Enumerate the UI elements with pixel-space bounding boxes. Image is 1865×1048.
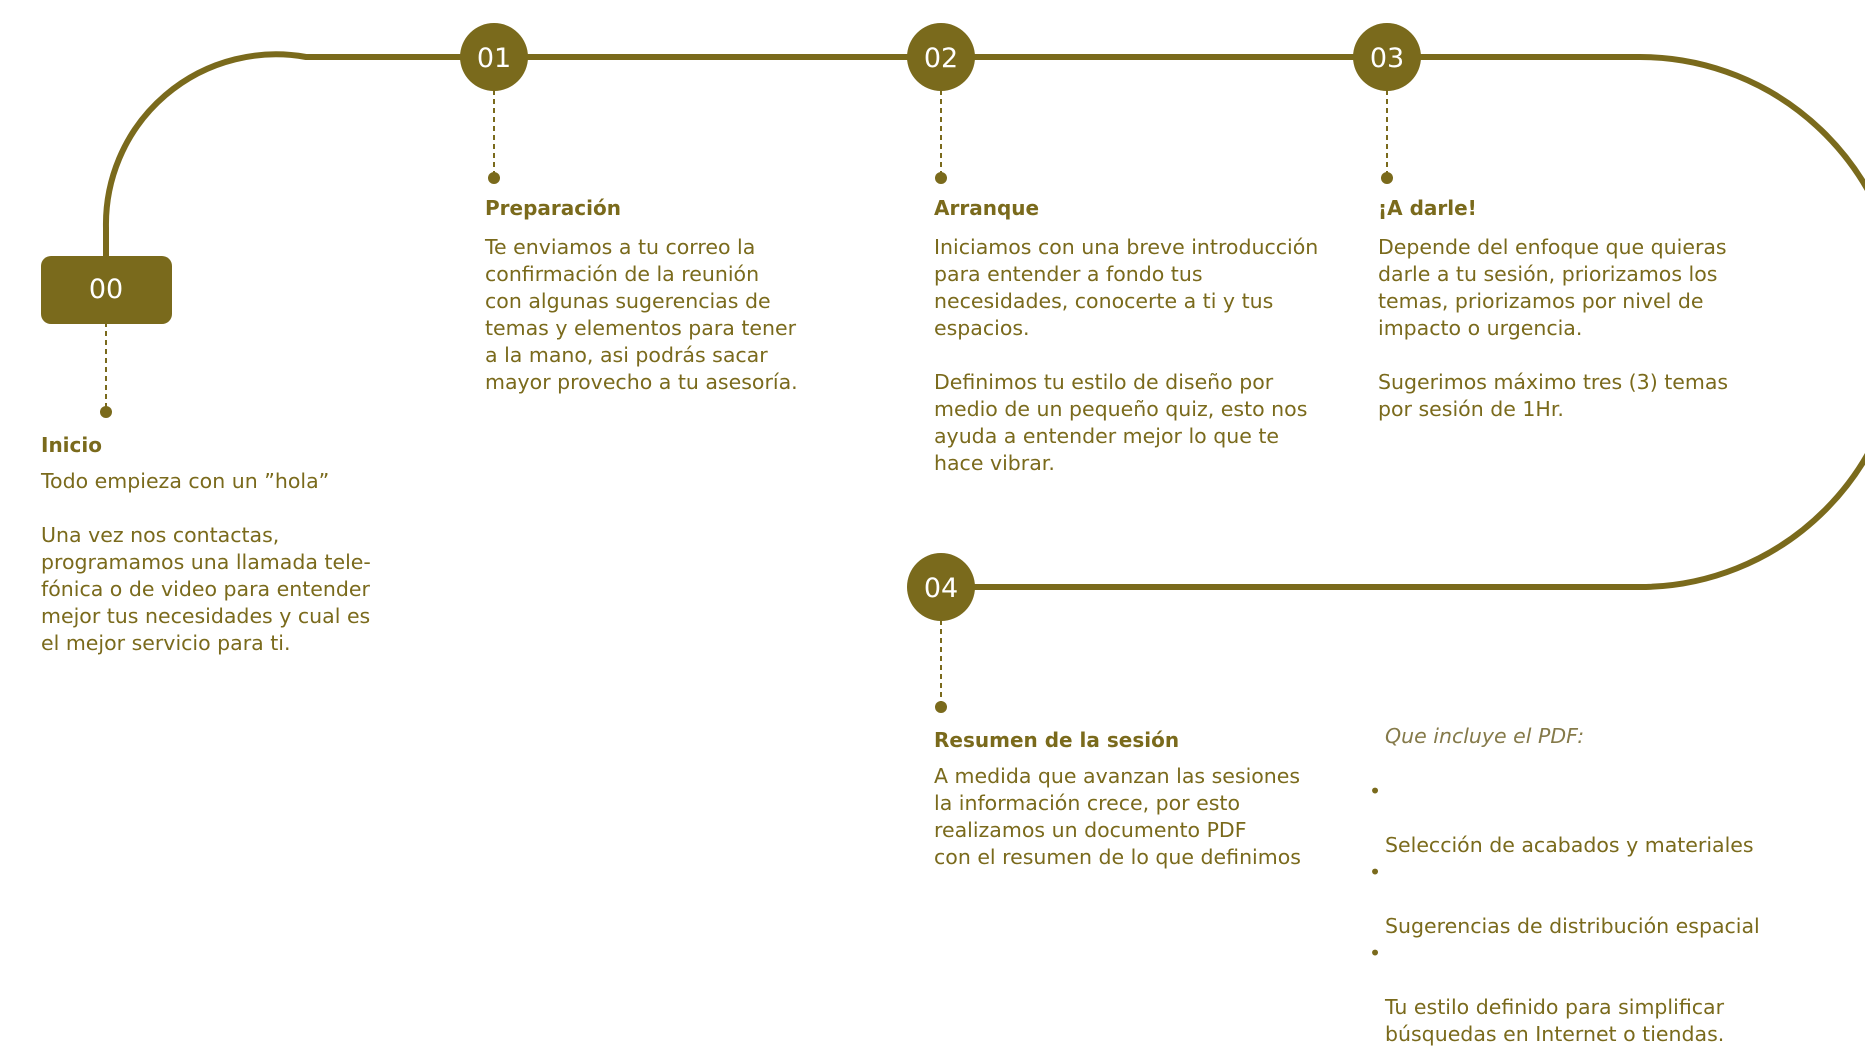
- connector-dot-04: [935, 701, 947, 713]
- pdf-item-2: [1369, 859, 1760, 940]
- step-04-title: Resumen de la sesión: [934, 728, 1180, 752]
- step-04-number: 04: [923, 573, 959, 604]
- connector-dot-01: [488, 172, 500, 184]
- step-03-description: Depende del enfoque que quieras darle a tu sesión, priorizamos los temas, priorizamos por nivel de impacto o urgencia. Sugerimos máximo tres (3) temas por sesión de 1Hr.: [1378, 235, 1729, 421]
- connector-dot-00: [100, 406, 112, 418]
- step-01-number: 01: [476, 43, 512, 74]
- step-02-title: Arranque: [934, 196, 1040, 220]
- connector-dot-03: [1381, 172, 1393, 184]
- bullet-icon: •: [1369, 941, 1382, 965]
- step-02-description: Iniciamos con una breve introducción para entender a fondo tus necesidades, conocerte a ti y tus espacios. Definimos tu estilo de diseño por medio de un pequeño quiz, esto nos ayuda a entender mejor lo que te hace vibrar.: [934, 235, 1319, 475]
- step-03-title: ¡A darle!: [1378, 196, 1477, 220]
- pdf-item-3: [1369, 940, 1760, 1048]
- step-00-title: Inicio: [41, 433, 102, 457]
- pdf-contents-list: [1369, 778, 1760, 1048]
- step-03-number: 03: [1369, 43, 1405, 74]
- pdf-item-1-text: Selección de acabados y materiales: [1385, 833, 1754, 857]
- step-01-title: Preparación: [485, 196, 621, 220]
- pdf-item-3-text: Tu estilo definido para simplificar búsquedas en Internet o tiendas.: [1385, 995, 1725, 1046]
- step-01-description: Te enviamos a tu correo la confirmación de la reunión con algunas sugerencias de temas y elementos para tener a la mano, asi podrás sacar mayor provecho a tu asesoría.: [485, 235, 798, 394]
- bullet-icon: •: [1369, 860, 1382, 884]
- bullet-icon: •: [1369, 779, 1382, 803]
- connector-dot-02: [935, 172, 947, 184]
- step-04-description: A medida que avanzan las sesiones la información crece, por esto realizamos un documento PDF con el resumen de lo que definimos: [934, 764, 1301, 869]
- pdf-contents-heading: Que incluye el PDF:: [1385, 724, 1585, 748]
- step-00-description: Todo empieza con un ”hola” Una vez nos contactas, programamos una llamada tele- fónica o de video para entender mejor tus necesidades y cual es el mejor servicio para ti.: [41, 469, 371, 655]
- step-00-number: 00: [88, 274, 124, 305]
- step-02-number: 02: [923, 43, 959, 74]
- pdf-item-2-text: Sugerencias de distribución espacial: [1385, 914, 1760, 938]
- pdf-item-1: [1369, 778, 1760, 859]
